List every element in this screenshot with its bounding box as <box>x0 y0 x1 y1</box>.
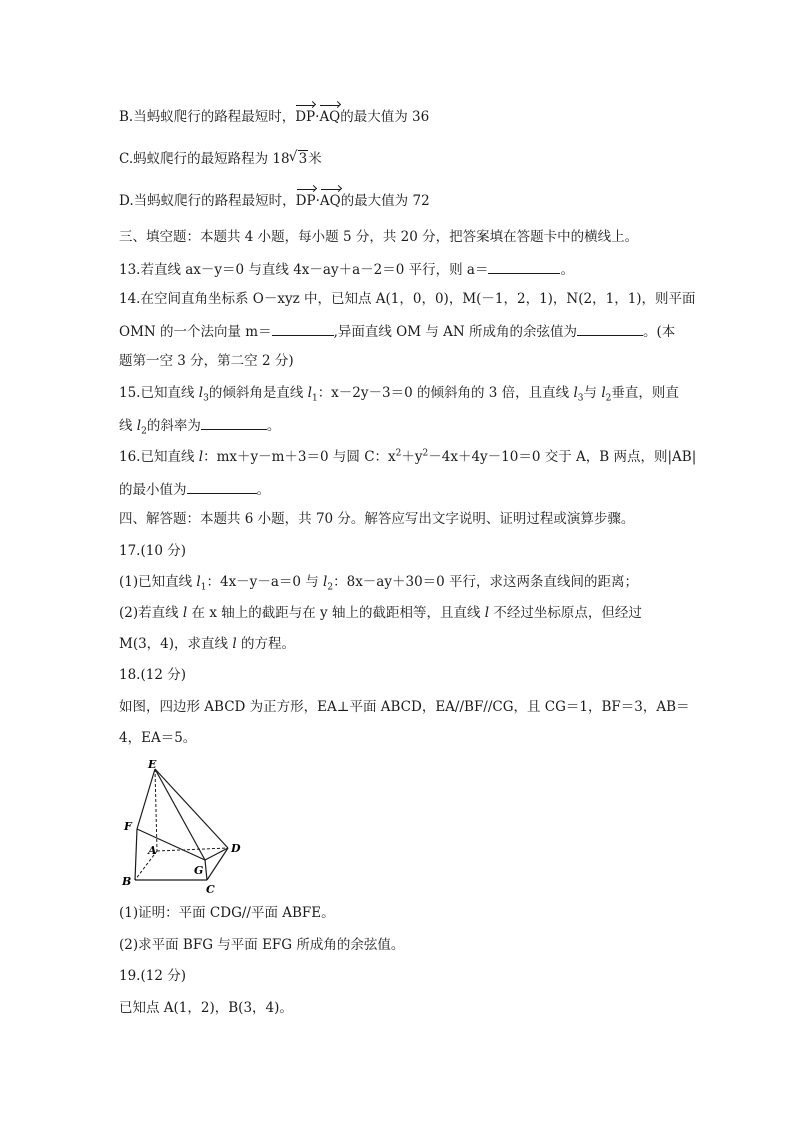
question-17-part-2 <box>119 604 642 622</box>
edge-ad <box>157 848 228 851</box>
section-3-heading: 三、填空题：本题共 4 小题，每小题 5 分，共 20 分，把答案填在答题卡中的横线上。 <box>119 229 639 245</box>
superscript: 2 <box>422 448 429 459</box>
option-b-tail: 的最大值为 36 <box>340 109 430 125</box>
var-l: l <box>323 574 328 590</box>
option-c <box>119 150 322 168</box>
q15-text: 垂直，则直 <box>611 385 679 401</box>
dot-operator: · <box>315 193 320 209</box>
var-l: l <box>307 385 312 401</box>
question-14-line-1: 14.在空间直角坐标系 O－xyz 中，已知点 A(1，0，0)，M(－1，2，1)，N(2，1，1)，则平面 <box>119 291 696 307</box>
edge-cd <box>207 848 228 880</box>
vector-aq: AQ <box>319 109 341 125</box>
q17-text: 在 x 轴上的截距与在 y 轴上的截距相等，且直线 <box>187 605 485 621</box>
question-18-part-1: (1)证明：平面 CDG//平面 ABFE。 <box>119 905 335 921</box>
q17-text: 的方程。 <box>236 636 295 652</box>
answer-blank[interactable] <box>488 259 560 274</box>
sqrt-symbol <box>290 150 309 168</box>
answer-blank[interactable] <box>187 479 257 494</box>
question-17-part-1 <box>119 573 638 591</box>
option-b-text: B.当蚂蚁爬行的路程最短时， <box>119 109 296 125</box>
option-d-text: D.当蚂蚁爬行的路程最短时， <box>119 193 296 209</box>
var-l: l <box>182 605 188 621</box>
question-19-heading: 19.(12 分) <box>119 968 186 984</box>
var-l: l <box>196 574 201 590</box>
label-e: E <box>148 758 157 771</box>
label-f: F <box>124 820 132 833</box>
question-17-heading: 17.(10 分) <box>119 543 186 559</box>
question-16-line-2 <box>119 479 270 499</box>
var-l: l <box>601 385 606 401</box>
q15-text: 的倾斜角是直线 <box>208 385 308 401</box>
dot-operator: · <box>315 109 320 125</box>
var-l: l <box>484 605 490 621</box>
question-14-line-3: 题第一空 3 分，第二空 2 分) <box>119 353 294 369</box>
section-4-heading: 四、解答题：本题共 6 小题，共 70 分。解答应写出文字说明、证明过程或演算步骤。 <box>119 511 635 527</box>
q17-text: 不经过坐标原点，但经过 <box>489 605 642 621</box>
question-14-text-b: ,异面直线 OM 与 AN 所成角的余弦值为 <box>333 324 578 340</box>
subscript: 1 <box>311 393 318 404</box>
q16-text: 。 <box>256 482 270 498</box>
q17-text: ：8x－ay＋30＝0 平行，求这两条直线间的距离； <box>333 574 639 590</box>
vector-aq: AQ <box>319 193 341 209</box>
q17-text: ：4x－y－a＝0 与 <box>206 574 324 590</box>
subscript: 1 <box>200 582 207 593</box>
subscript: 2 <box>327 582 334 593</box>
question-17-part-2-cont <box>119 635 295 653</box>
q15-text: ：x－2y－3＝0 的倾斜角的 3 倍，且直线 <box>317 385 574 401</box>
question-14-line-2 <box>119 321 675 341</box>
var-l: l <box>232 636 237 652</box>
vector-dp: DP <box>295 193 316 209</box>
vector-dp: DP <box>295 109 316 125</box>
question-16-line-1 <box>119 448 696 466</box>
question-18-line-2: 4，EA＝5。 <box>119 730 197 746</box>
q15-text: 线 <box>119 418 137 434</box>
var-l: l <box>136 418 142 434</box>
option-d <box>119 192 430 210</box>
edge-cg <box>205 860 207 880</box>
answer-blank[interactable] <box>272 321 334 336</box>
edge-ea <box>155 769 157 851</box>
option-c-tail: 米 <box>308 151 322 167</box>
question-13-tail: 。 <box>560 262 574 278</box>
q16-text: ：mx＋y－m＋3＝0 与圆 C：x <box>203 449 396 465</box>
subscript: 2 <box>605 393 612 404</box>
option-c-text: C.蚂蚁爬行的最短路程为 18 <box>119 151 290 167</box>
subscript: 2 <box>141 426 147 437</box>
question-18-line-1: 如图，四边形 ABCD 为正方形，EA⊥平面 ABCD，EA//BF//CG，且 CG＝1，BF＝3，AB＝ <box>119 699 690 715</box>
question-13-text: 13.若直线 ax－y＝0 与直线 4x－ay＋a－2＝0 平行，则 a＝ <box>119 262 489 278</box>
label-a: A <box>148 844 157 857</box>
q16-text: 的最小值为 <box>119 482 187 498</box>
sqrt-radicand: 3 <box>298 151 308 167</box>
q16-text: ＋y <box>401 449 423 465</box>
q16-text: －4x＋4y－10＝0 交于 A，B 两点，则|AB| <box>428 449 697 465</box>
option-d-tail: 的最大值为 72 <box>340 193 430 209</box>
question-15-line-2 <box>119 415 280 435</box>
answer-blank[interactable] <box>577 321 643 336</box>
label-d: D <box>231 842 241 855</box>
label-b: B <box>122 875 132 888</box>
edge-ef <box>137 769 155 829</box>
edge-fb <box>135 829 137 880</box>
var-l: l <box>573 385 578 401</box>
option-b <box>119 108 429 126</box>
var-l: l <box>198 449 204 465</box>
subscript: 3 <box>577 393 584 404</box>
q15-text: 。 <box>266 418 281 434</box>
label-g: G <box>194 864 204 877</box>
answer-blank[interactable] <box>201 415 267 430</box>
q16-text: 16.已知直线 <box>119 449 199 465</box>
question-14-text-a: OMN 的一个法向量 m＝ <box>119 324 272 340</box>
question-18-heading: 18.(12 分) <box>119 667 186 683</box>
question-15-line-1 <box>119 384 679 402</box>
geometry-figure <box>110 756 260 896</box>
var-l: l <box>198 385 204 401</box>
subscript: 3 <box>203 393 209 404</box>
q17-text: (1)已知直线 <box>119 574 197 590</box>
q15-text: 15.已知直线 <box>119 385 199 401</box>
q17-text: (2)若直线 <box>119 605 183 621</box>
q15-text: 的斜率为 <box>146 418 201 434</box>
question-19-line-1: 已知点 A(1，2)，B(3，4)。 <box>119 1000 293 1016</box>
question-18-part-2: (2)求平面 BFG 与平面 EFG 所成角的余弦值。 <box>119 937 405 953</box>
question-13 <box>119 259 574 279</box>
superscript: 2 <box>395 448 402 459</box>
q17-text: M(3，4)，求直线 <box>119 636 233 652</box>
label-c: C <box>206 883 215 896</box>
question-14-text-c: 。(本 <box>643 324 676 340</box>
q15-text: 与 <box>583 385 602 401</box>
